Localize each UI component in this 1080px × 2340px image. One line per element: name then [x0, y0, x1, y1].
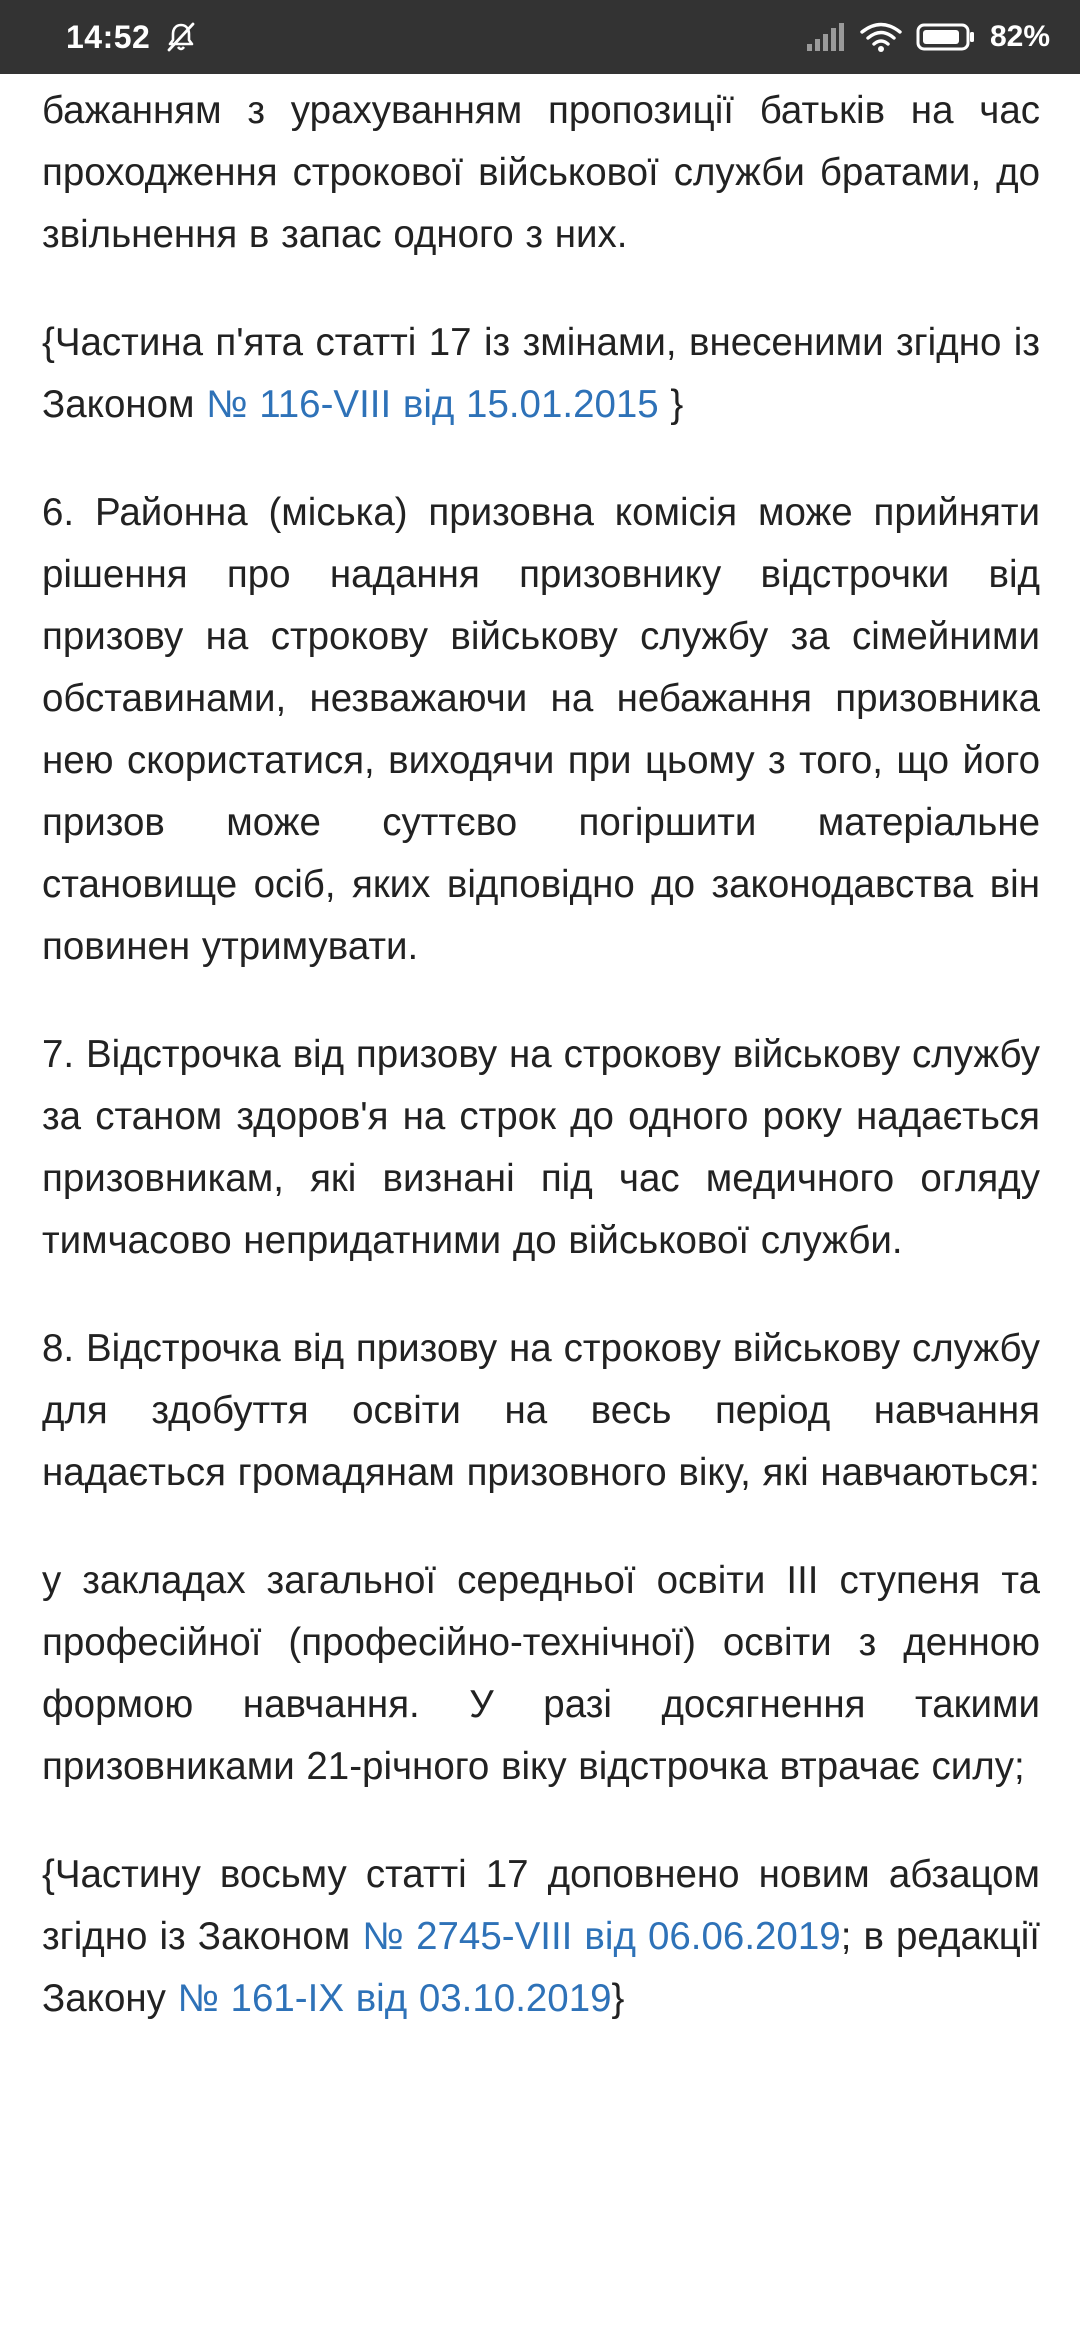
battery-percentage: 82% — [989, 20, 1050, 53]
amendment-note — [42, 312, 1040, 436]
mute-icon — [164, 20, 198, 54]
amendment-note — [42, 1844, 1040, 2030]
article-paragraph: 8. Відстрочка від призову на строкову військову службу для здобуття освіти на весь період навчання надається громадянам призовного віку, які навчаються: — [42, 1327, 1040, 1494]
status-left — [66, 19, 198, 56]
law-link-2745-viii[interactable]: № 2745-VIII від 06.06.2019 — [362, 1915, 841, 1958]
article-paragraph: 6. Районна (міська) призовна комісія може прийняти рішення про надання призовнику відстрочки від призову на строкову військову службу за сімейними обставинами, незважаючи на небажання призовника нею скористатися, виходячи при цьому з того, що його призов може суттєво погіршити матеріальне становище осіб, яких відповідно до законодавства він повинен утримувати. — [42, 491, 1040, 968]
wifi-icon — [860, 21, 902, 53]
status-right — [806, 20, 1050, 54]
signal-icon — [806, 22, 846, 52]
article-content — [42, 74, 1040, 2340]
amendment-note-end: } — [611, 1977, 625, 2020]
amendment-note-text: {Частину восьму статті 17 доповнено новим абзацом згідно із Законом — [42, 1853, 1040, 1958]
amendment-note-text: ; в редакції Закону — [42, 1915, 1040, 2020]
battery-icon — [916, 22, 976, 52]
amendment-note-end: } — [658, 383, 684, 426]
status-time: 14:52 — [66, 18, 151, 55]
article-paragraph: бажанням з урахуванням пропозиції батьків на час проходження строкової військової служби братами, до звільнення в запас одного з них. — [42, 89, 1040, 256]
article-paragraph: у закладах загальної середньої освіти III ступеня та професійної (професійно-технічної) освіти з денною формою навчання. У разі досягнення такими призовниками 21-річного віку відстрочка втрачає силу; — [42, 1559, 1040, 1788]
law-link-116-viii[interactable]: № 116-VIII від 15.01.2015 — [206, 383, 659, 426]
article-paragraph: 7. Відстрочка від призову на строкову військову службу за станом здоров'я на строк до одного року надається призовникам, які визнані під час медичного огляду тимчасово непридатними до військової служби. — [42, 1033, 1040, 1262]
law-link-161-ix[interactable]: № 161-IX від 03.10.2019 — [177, 1977, 612, 2020]
status-bar — [0, 0, 1080, 74]
amendment-note-text: {Частина п'ята статті 17 із змінами, внесеними згідно із Законом — [42, 321, 1040, 426]
